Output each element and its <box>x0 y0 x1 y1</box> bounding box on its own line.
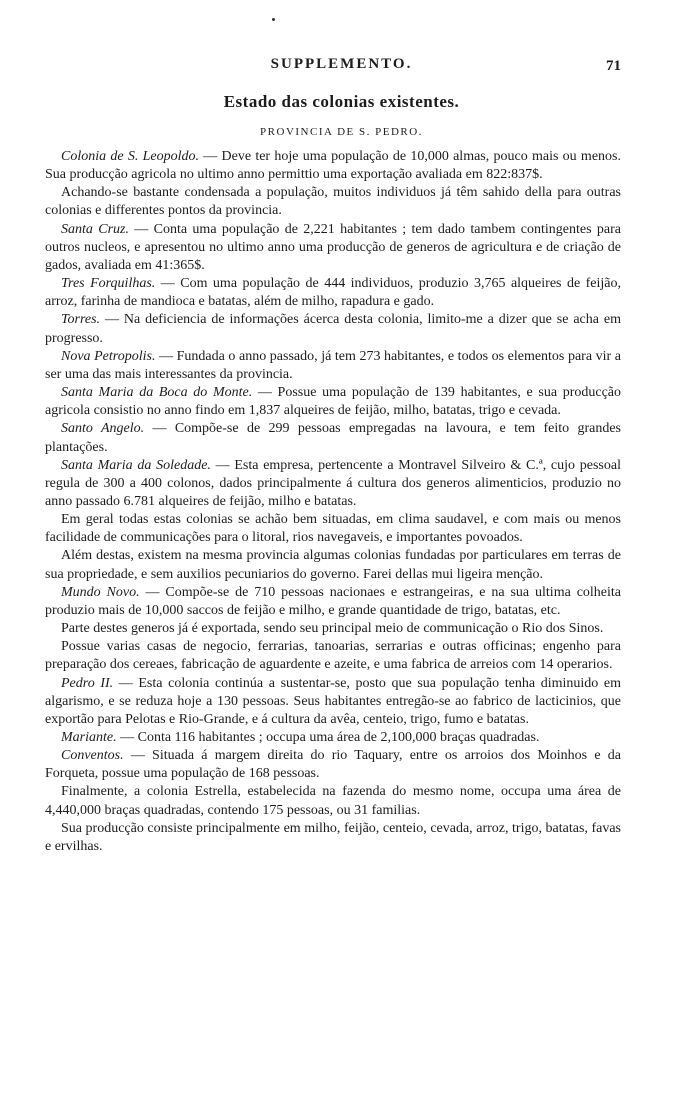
colony-name: Conventos. <box>61 748 124 764</box>
colony-name: Santo Angelo. <box>61 421 145 437</box>
paragraph: Mariante. — Conta 116 habitantes ; occupa uma área de 2,100,000 braças quadradas. <box>61 730 540 745</box>
paragraph: Pedro II. — Esta colonia continúa a sustentar-se, posto que sua população tenha diminuido em algarismo, e se reduza hoje a 130 pessoas. Seus habitantes entregão-se ao fabrico de lacticinios, que exportão para Pelotas e Rio-Grande, e á cultura da avêa, centeio, trigo, fumo e batatas. <box>45 675 621 727</box>
paragraph: Tres Forquilhas. — Com uma população de 444 individuos, produzio 3,765 alqueires de feijão, arroz, farinha de mandioca e batatas, além de milho, rapadura e gado. <box>45 276 622 310</box>
colony-name: Tres Forquilhas. <box>61 276 156 292</box>
province-subtitle: PROVINCIA DE S. PEDRO. <box>260 126 423 138</box>
paragraph: Santa Maria da Soledade. — Esta empresa, pertencente a Montravel Silveiro & C.ª, cujo pessoal regula de 300 a 400 colonos, dados principalmente á cultura dos generos alimenticios, produzio no anno passado 6.781 alqueires de feijão, milho e batatas. <box>45 457 621 509</box>
colony-name: Torres. <box>61 312 101 328</box>
paragraph: Torres. — Na deficiencia de informações ácerca desta colonia, limito-me a dizer que se acha em progresso. <box>45 312 621 346</box>
colony-name: Santa Maria da Boca do Monte. <box>61 385 253 401</box>
paragraph: Conventos. — Situada á margem direita do rio Taquary, entre os arroios dos Moinhos e da Forqueta, possue uma população de 168 pessoas. <box>45 748 621 782</box>
paragraph: Santa Cruz. — Conta uma população de 2,221 habitantes ; tem dado tambem contingentes para outros nucleos, e apresentou no ultimo anno uma producção de generos de agricultura e de criação de gados, avaliada em 41:365$. <box>45 221 621 273</box>
colony-name: Mundo Novo. <box>61 584 140 600</box>
print-speck <box>272 18 275 21</box>
paragraph: Colonia de S. Leopoldo. — Deve ter hoje uma população de 10,000 almas, pouco mais ou menos. Sua producção agricola no ultimo anno permittio uma exportação avaliada em 822:837$. <box>45 149 621 183</box>
paragraph: Finalmente, a colonia Estrella, estabelecida na fazenda do mesmo nome, occupa uma área de 4,440,000 braças quadradas, contendo 175 pessoas, ou 31 familias. <box>45 784 621 818</box>
paragraph: Possue varias casas de negocio, ferrarias, tanoarias, serrarias e outras officinas; engenho para preparação dos cereaes, fabricação de aguardente e azeite, e uma fabrica de arreios com 14 operarios. <box>45 639 621 673</box>
paragraph: Santa Maria da Boca do Monte. — Possue uma população de 139 habitantes, e sua producção agricola consistio no anno findo em 1,837 alqueires de feijão, milho, batatas, trigo e cevada. <box>45 385 621 419</box>
colony-name: Mariante. <box>61 730 117 745</box>
running-header: SUPPLEMENTO. <box>270 56 413 72</box>
paragraph: Mundo Novo. — Compõe-se de 710 pessoas nacionaes e estrangeiras, e na sua ultima colheita produzio mais de 10,000 saccos de feijão e milho, e grande quantidade de trigo, batatas, etc. <box>45 584 622 618</box>
body-text <box>45 148 621 856</box>
paragraph: Nova Petropolis. — Fundada o anno passado, já tem 273 habitantes, e todos os elementos para vir a ser uma das mais interessantes da provincia. <box>45 348 621 382</box>
section-title: Estado das colonias existentes. <box>223 92 460 111</box>
paragraph: Parte destes generos já é exportada, sendo seu principal meio de communicação o Rio dos Sinos. <box>61 621 604 637</box>
paragraph: Achando-se bastante condensada a população, muitos individuos já têm sahido della para outras colonias e differentes pontos da provincia. <box>45 185 621 219</box>
page-number: 71 <box>606 58 621 74</box>
colony-name: Nova Petropolis. <box>61 348 156 364</box>
paragraph: Além destas, existem na mesma provincia algumas colonias fundadas por particulares em terras de sua propriedade, e sem auxilios pecuniarios do governo. Farei dellas mui ligeira menção. <box>45 548 621 582</box>
paragraph: Santo Angelo. — Compõe-se de 299 pessoas empregadas na lavoura, e tem feito grandes plantações. <box>45 421 621 455</box>
colony-name: Santa Cruz. <box>61 221 129 237</box>
colony-name: Colonia de S. Leopoldo. <box>61 149 199 164</box>
colony-name: Pedro II. <box>61 675 114 691</box>
paragraph: Em geral todas estas colonias se achão bem situadas, em clima saudavel, e com mais ou menos facilidade de communicações para o litoral, rios navegaveis, e importantes povoados. <box>45 512 621 546</box>
paragraph: Sua producção consiste principalmente em milho, feijão, centeio, cevada, arroz, trigo, batatas, favas e ervilhas. <box>45 820 621 854</box>
colony-name: Santa Maria da Soledade. <box>61 457 211 473</box>
